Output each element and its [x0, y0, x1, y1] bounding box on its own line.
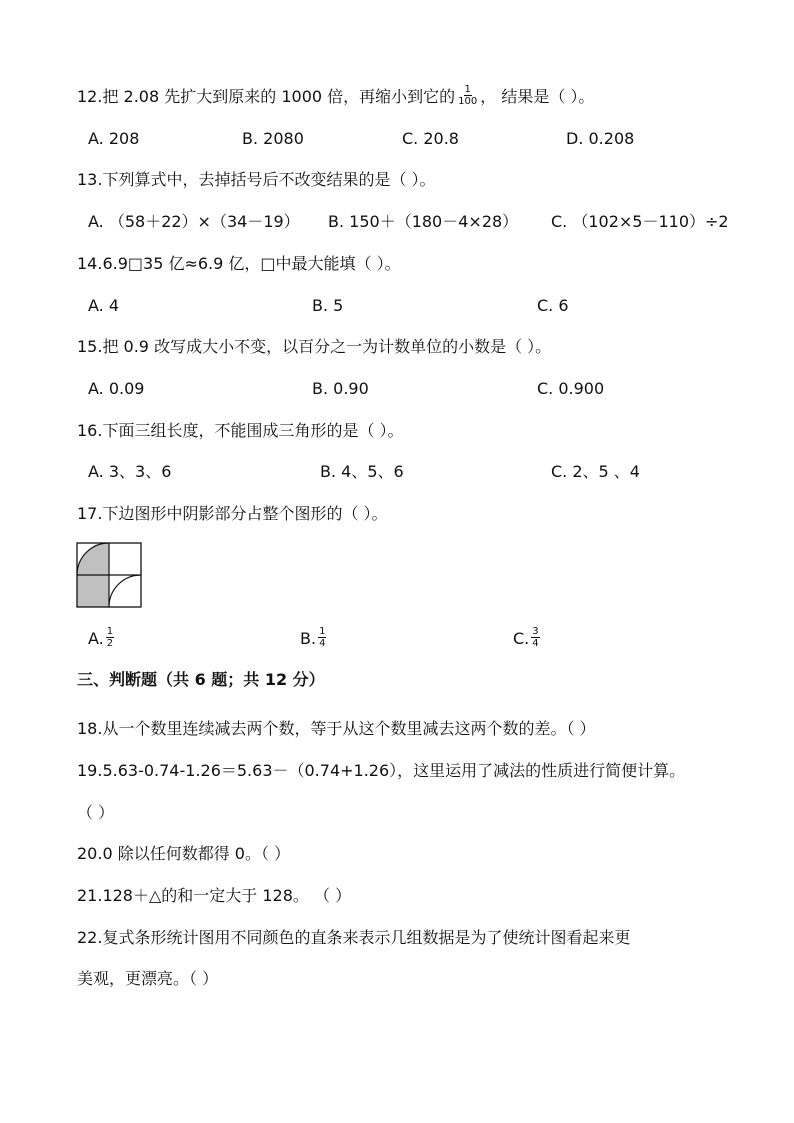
option-14-a[interactable]: A. 4 [88, 296, 120, 315]
section-heading: 三、判断题（共 6 题；共 12 分） [77, 670, 325, 689]
question-17: 17.下边图形中阴影部分占整个图形的（ ）。 [77, 504, 388, 523]
option-12-a[interactable]: A. 208 [88, 129, 140, 148]
option-14-c[interactable]: C. 6 [537, 296, 569, 315]
shaded-square-figure [76, 542, 142, 608]
option-13-b[interactable]: B. 150＋（180－4×28） [328, 212, 519, 231]
question-13: 13.下列算式中，去掉括号后不改变结果的是（ ）。 [77, 170, 436, 189]
option-14-b[interactable]: B. 5 [312, 296, 344, 315]
question-12-tail: ， 结果是（ ）。 [480, 87, 595, 106]
option-17-b[interactable]: B. $\frac{1}{4}$ [300, 626, 326, 649]
arc-bottom-right [109, 575, 141, 607]
question-16: 16.下面三组长度，不能围成三角形的是（ ）。 [77, 421, 404, 440]
shade-bottom-left [77, 575, 109, 607]
option-13-c[interactable]: C. （102×5－110）÷2 [551, 212, 729, 231]
question-20: 20.0 除以任何数都得 0。（ ） [77, 844, 291, 863]
option-12-d[interactable]: D. 0.208 [566, 129, 635, 148]
fraction-1-100: $\frac{1}{100}$ [458, 84, 478, 107]
question-18: 18.从一个数里连续减去两个数，等于从这个数里减去这两个数的差。（ ） [77, 719, 596, 738]
question-22: 22.复式条形统计图用不同颜色的直条来表示几组数据是为了使统计图看起来更 [77, 928, 631, 947]
question-21: 21.128＋△的和一定大于 128。 （ ） [77, 886, 352, 905]
option-15-b[interactable]: B. 0.90 [312, 379, 369, 398]
question-19: 19.5.63-0.74-1.26＝5.63－（0.74+1.26），这里运用了减法的性质进行简便计算。 [77, 761, 686, 780]
question-22-cont: 美观，更漂亮。（ ） [77, 969, 219, 988]
fraction-option-17-c: $\frac{3}{4}$ [532, 626, 539, 649]
question-12-text: 12.把 2.08 先扩大到原来的 1000 倍，再缩小到它的 [77, 87, 456, 106]
option-17-a[interactable]: A. $\frac{1}{2}$ [88, 626, 114, 649]
option-12-b[interactable]: B. 2080 [242, 129, 304, 148]
option-12-c[interactable]: C. 20.8 [402, 129, 459, 148]
option-15-c[interactable]: C. 0.900 [537, 379, 605, 398]
question-14: 14.6.9□35 亿≈6.9 亿，□中最大能填（ ）。 [77, 254, 401, 273]
option-15-a[interactable]: A. 0.09 [88, 379, 145, 398]
fraction-option-17-a: $\frac{1}{2}$ [106, 626, 114, 649]
fraction-option-17-b: $\frac{1}{4}$ [319, 626, 326, 649]
option-16-a[interactable]: A. 3、3、6 [88, 462, 172, 481]
question-12 [77, 86, 594, 109]
question-19-answer: （ ） [77, 803, 115, 822]
option-16-b[interactable]: B. 4、5、6 [320, 462, 404, 481]
option-13-a[interactable]: A. （58＋22）×（34－19） [88, 212, 300, 231]
option-17-c[interactable]: C. $\frac{3}{4}$ [513, 626, 539, 649]
option-16-c[interactable]: C. 2、5 、4 [551, 462, 640, 481]
question-15: 15.把 0.9 改写成大小不变，以百分之一为计数单位的小数是（ ）。 [77, 337, 552, 356]
